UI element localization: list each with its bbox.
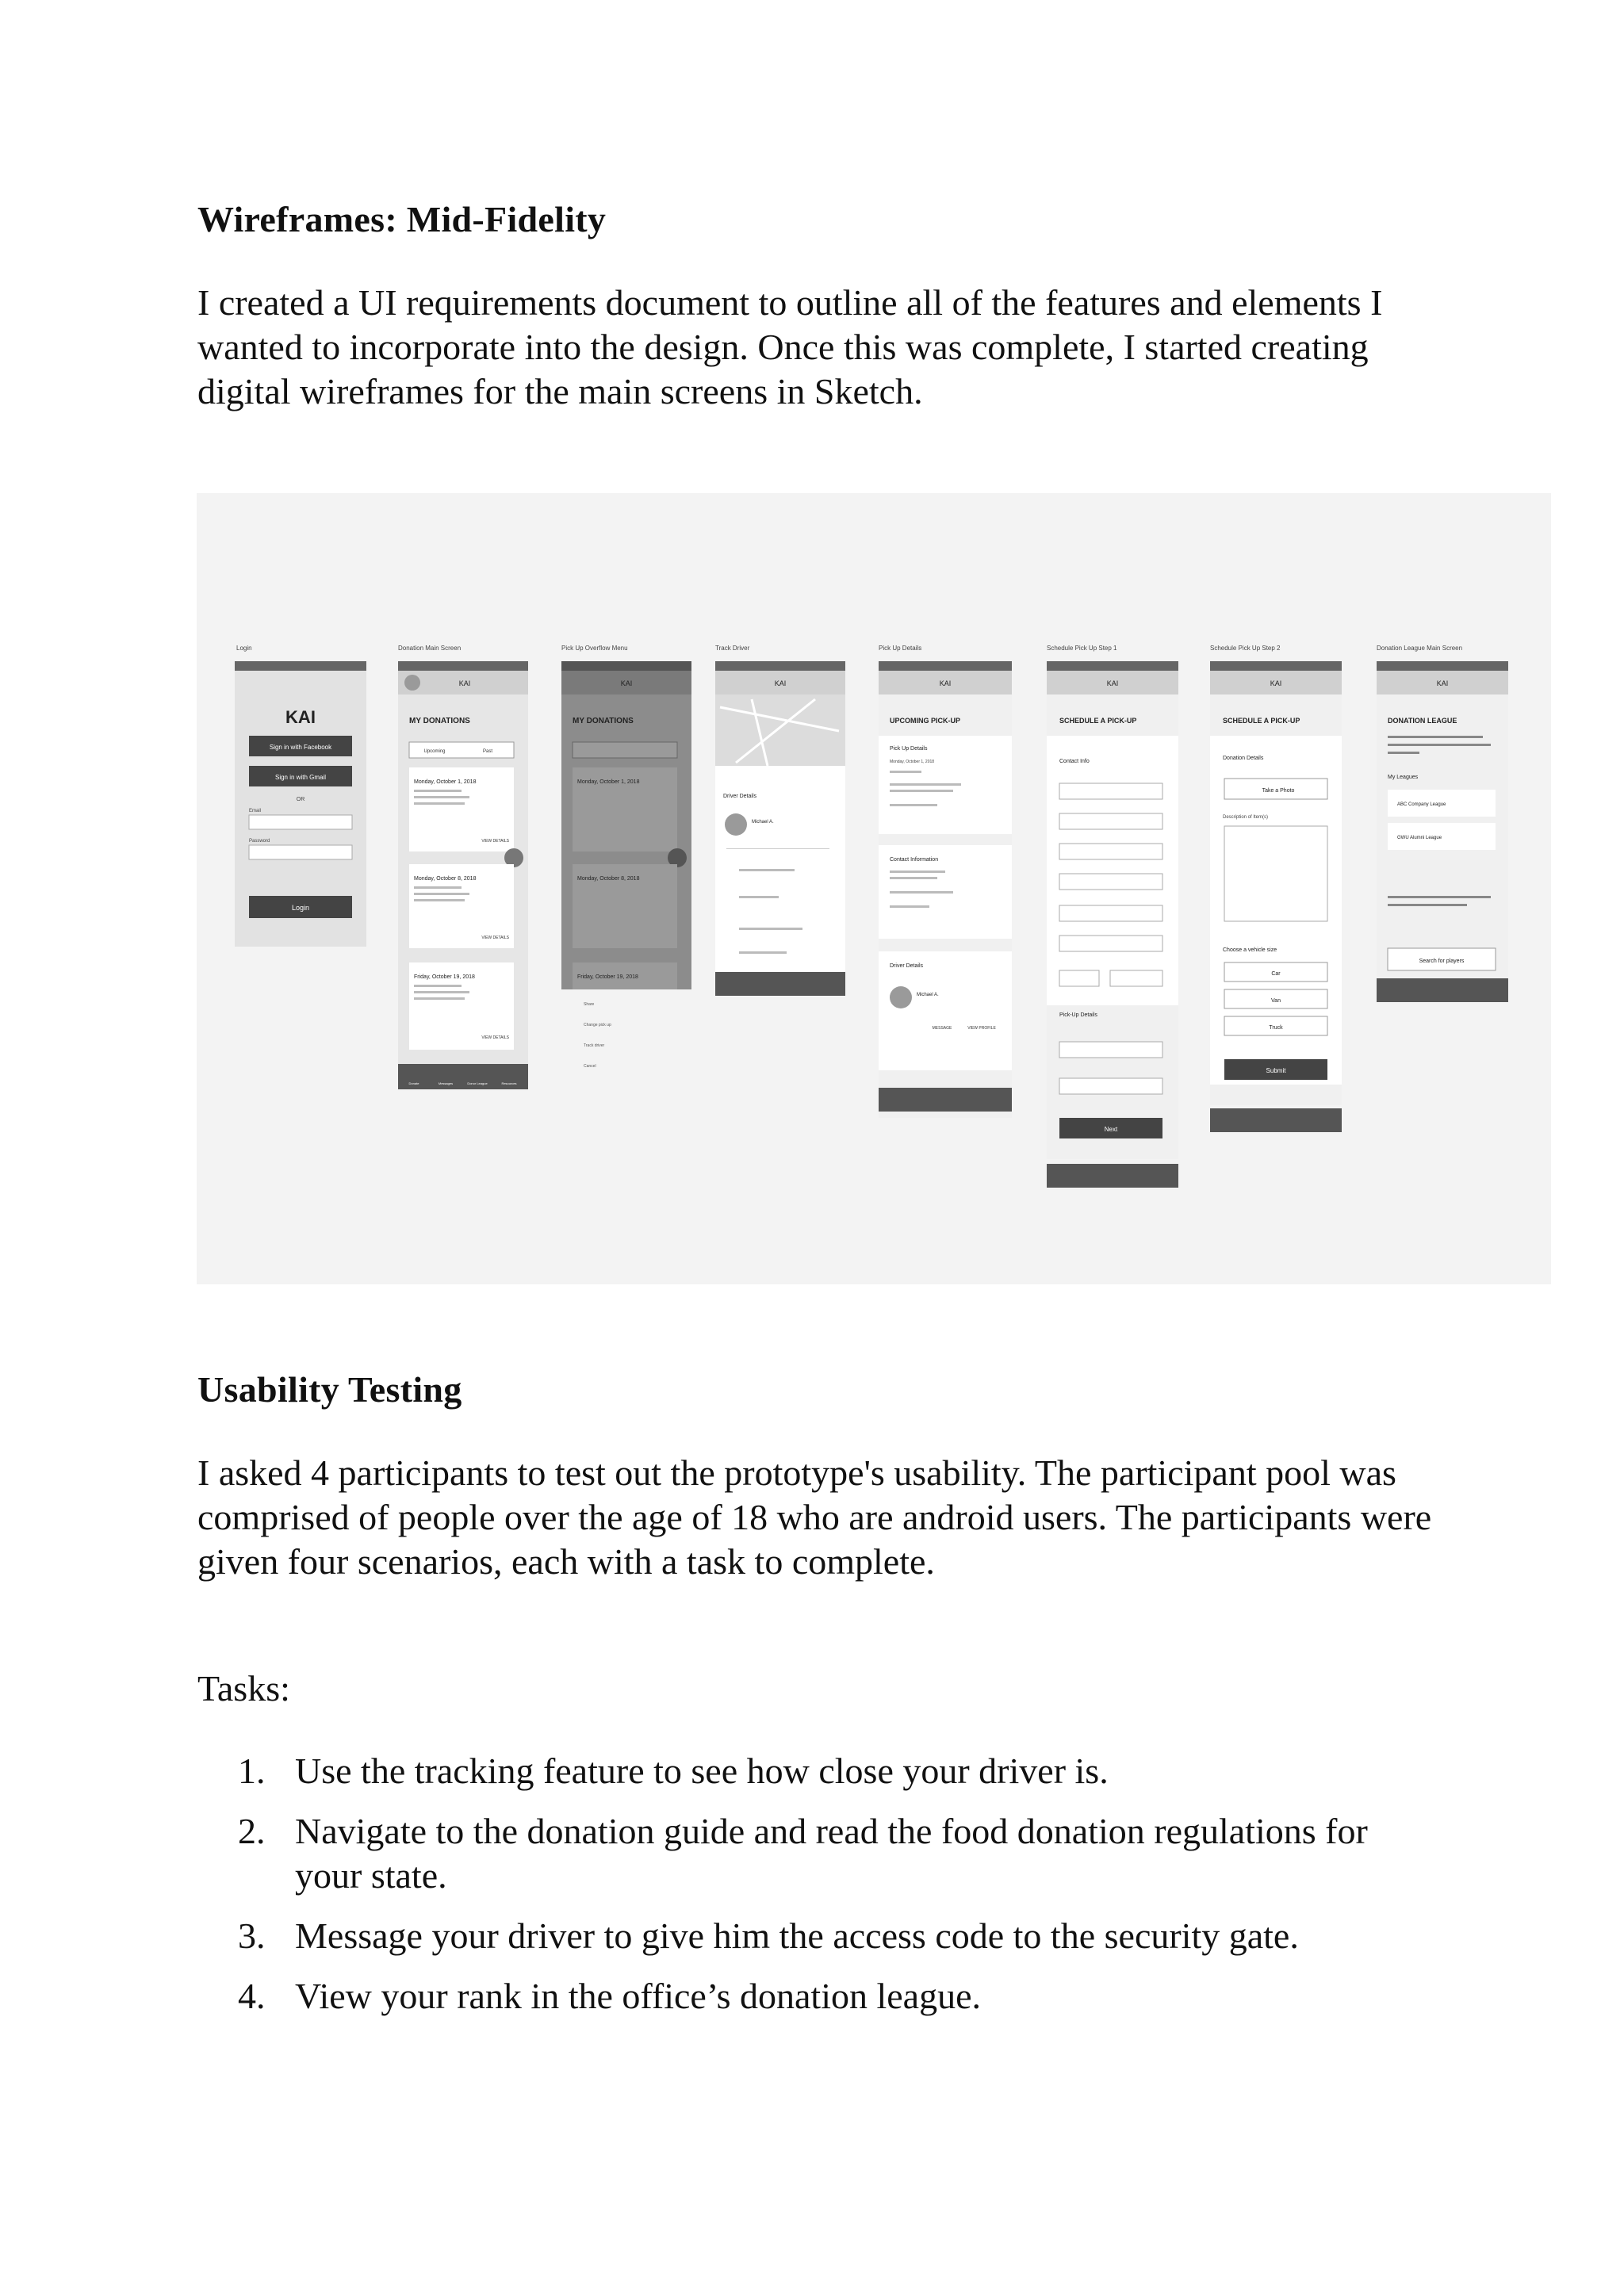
donation-main-screen: [398, 661, 528, 1089]
submit-button: Submit: [1266, 1067, 1286, 1074]
list-item: [238, 1749, 1427, 1793]
view-profile-link: VIEW PROFILE: [967, 1026, 996, 1031]
schedule1-title: SCHEDULE A PICK-UP: [1059, 717, 1137, 725]
take-photo-button: Take a Photo: [1262, 788, 1295, 794]
task-number: 3.: [238, 1915, 266, 1956]
upcoming-pickup-title: UPCOMING PICK-UP: [890, 717, 961, 725]
car-option: Car: [1271, 971, 1281, 977]
donation-card-date: Monday, October 8, 2018: [414, 876, 477, 882]
usability-paragraph: I asked 4 participants to test out the prototype's usability. The participant pool was comprised of people over the age of 18 who are android users. The participants were given four scenarios, each with a task to complete.: [197, 1452, 1432, 1582]
task-number: 2.: [238, 1811, 266, 1851]
wireframes-figure: [197, 493, 1551, 1284]
email-label: Email: [249, 809, 262, 813]
league-item: ABC Company League: [1397, 802, 1446, 807]
pickup-details-screen: [879, 661, 1012, 1118]
tasks-label: Tasks:: [197, 1668, 290, 1709]
track-driver-screen: [715, 661, 845, 996]
overflow-menu-item: Change pick up: [584, 1023, 611, 1027]
pickup-details-label: Pick-Up Details: [1059, 1012, 1097, 1018]
nav-item: Resources: [501, 1081, 517, 1085]
list-item: [238, 1914, 1427, 1958]
task-text: Message your driver to give him the access code to the security gate.: [295, 1915, 1299, 1956]
task-text: Navigate to the donation guide and read the food donation regulations for your state.: [295, 1811, 1368, 1896]
description-label: Description of Item(s): [1223, 815, 1269, 820]
pickup-details-label: Pick Up Details: [890, 746, 928, 752]
or-label: OR: [296, 797, 305, 802]
nav-item: Donor League: [467, 1081, 488, 1085]
screen-label: Schedule Pick Up Step 2: [1210, 645, 1281, 652]
driver-details-label: Driver Details: [890, 963, 924, 969]
truck-option: Truck: [1269, 1025, 1283, 1031]
wireframes-paragraph: I created a UI requirements document to outline all of the features and elements I wanted to incorporate into the design. Once this was complete, I started creating digital wireframes for the main screens in Sketch.: [197, 282, 1383, 411]
overflow-donations-title: MY DONATIONS: [573, 717, 634, 725]
screen-label: Donation Main Screen: [398, 645, 462, 652]
my-donations-title: MY DONATIONS: [409, 717, 470, 725]
overflow-menu-item: Cancel: [584, 1064, 596, 1069]
overflow-menu-screen: [561, 661, 691, 1085]
login-screen: [235, 661, 366, 947]
nav-item: Messages: [438, 1081, 454, 1085]
my-leagues-label: My Leagues: [1388, 775, 1419, 780]
donation-details-label: Donation Details: [1223, 756, 1264, 761]
donation-app-name: KAI: [458, 679, 471, 687]
schedule2-app-name: KAI: [1270, 679, 1282, 687]
screen-label: Pick Up Overflow Menu: [561, 645, 628, 652]
overflow-app-name: KAI: [620, 679, 633, 687]
contact-info-label: Contact Information: [890, 857, 939, 863]
schedule2-title: SCHEDULE A PICK-UP: [1223, 717, 1300, 725]
list-item: [238, 1974, 1427, 2019]
task-number: 1.: [238, 1751, 266, 1791]
wireframes-heading: Wireframes: Mid-Fidelity: [197, 199, 607, 239]
login-app-name: KAI: [285, 707, 316, 727]
overflow-card-date: Friday, October 19, 2018: [577, 974, 638, 980]
pickup-date: Monday, October 1, 2018: [890, 760, 935, 764]
screen-label: Donation League Main Screen: [1377, 645, 1463, 652]
login-button: Login: [291, 904, 310, 912]
password-label: Password: [249, 839, 270, 844]
vehicle-size-label: Choose a vehicle size: [1223, 947, 1277, 953]
tab-past: Past: [482, 749, 493, 754]
search-players-button: Search for players: [1419, 959, 1465, 964]
list-item: [238, 1809, 1427, 1898]
league-item: GWU Alumni League: [1397, 836, 1442, 840]
screen-label: Pick Up Details: [879, 645, 922, 652]
schedule-step2-screen: [1210, 661, 1342, 1132]
driver-details-label: Driver Details: [723, 794, 757, 799]
donation-league-screen: [1377, 661, 1508, 1002]
facebook-signin-button: Sign in with Facebook: [269, 744, 332, 751]
screen-label: Login: [236, 645, 252, 652]
league-app-name: KAI: [1436, 679, 1449, 687]
contact-info-label: Contact Info: [1059, 759, 1090, 764]
view-details-link: VIEW DETAILS: [481, 936, 509, 940]
view-details-link: VIEW DETAILS: [481, 1035, 509, 1040]
driver-name: Michael A.: [752, 820, 774, 825]
task-text: View your rank in the office’s donation league.: [295, 1976, 982, 2016]
task-list: [238, 1749, 1427, 2034]
donation-league-title: DONATION LEAGUE: [1388, 717, 1457, 725]
donation-card-date: Monday, October 1, 2018: [414, 779, 477, 785]
task-text: Use the tracking feature to see how close your driver is.: [295, 1751, 1109, 1791]
van-option: Van: [1271, 998, 1281, 1004]
track-app-name: KAI: [774, 679, 787, 687]
nav-item: Donate: [408, 1081, 419, 1085]
screen-label: Schedule Pick Up Step 1: [1047, 645, 1117, 652]
next-button: Next: [1104, 1126, 1118, 1133]
pickup-driver-name: Michael A.: [917, 993, 939, 997]
overflow-menu-item: Track driver: [584, 1043, 605, 1048]
tab-upcoming: Upcoming: [423, 749, 446, 754]
schedule-step1-screen: [1047, 661, 1178, 1188]
overflow-menu-item: Share: [584, 1002, 595, 1007]
pickup-app-name: KAI: [939, 679, 952, 687]
message-link: MESSAGE: [932, 1026, 952, 1031]
screen-label: Track Driver: [715, 645, 750, 652]
gmail-signin-button: Sign in with Gmail: [274, 774, 327, 781]
overflow-card-date: Monday, October 1, 2018: [577, 779, 640, 785]
usability-heading: Usability Testing: [197, 1369, 462, 1410]
view-details-link: VIEW DETAILS: [481, 839, 509, 844]
schedule1-app-name: KAI: [1106, 679, 1119, 687]
donation-card-date: Friday, October 19, 2018: [414, 974, 475, 980]
task-number: 4.: [238, 1976, 266, 2016]
overflow-card-date: Monday, October 8, 2018: [577, 876, 640, 882]
